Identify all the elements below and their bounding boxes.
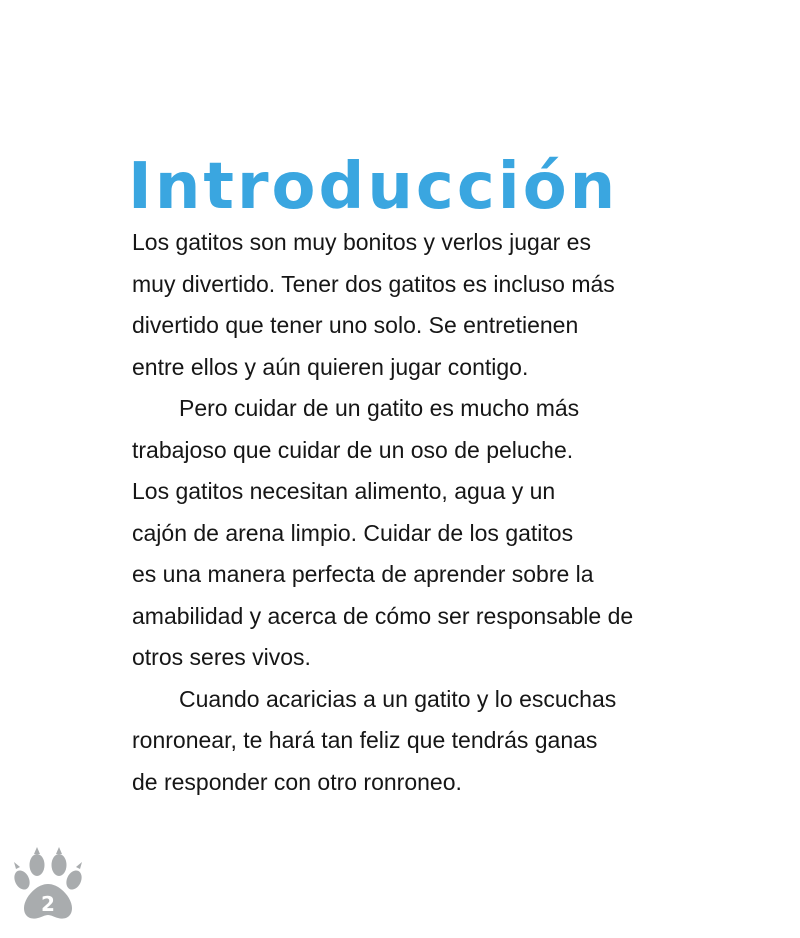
text-line: divertido que tener uno solo. Se entretienen	[132, 312, 579, 338]
text-line: entre ellos y aún quieren jugar contigo.	[132, 353, 529, 380]
text-line-indented: Cuando acaricias a un gatito y lo escuchas	[179, 685, 617, 712]
text-line: es una manera perfecta de aprender sobre la	[132, 561, 594, 587]
text-line-indented: Pero cuidar de un gatito es mucho más	[179, 395, 580, 421]
text-line: Los gatitos necesitan alimento, agua y un	[132, 478, 556, 504]
body-text	[132, 222, 772, 803]
text-line: otros seres vivos.	[132, 644, 311, 670]
text-line: trabajoso que cuidar de un oso de peluche.	[132, 436, 574, 463]
page-title: Introducción	[128, 150, 619, 224]
text-line: amabilidad y acerca de cómo ser responsable de	[132, 602, 634, 629]
text-line: Los gatitos son muy bonitos y verlos jugar es	[132, 229, 591, 255]
page-number: 2	[41, 892, 55, 916]
text-line: de responder con otro ronroneo.	[132, 768, 462, 795]
text-line: ronronear, te hará tan feliz que tendrás ganas	[132, 727, 598, 753]
text-line: muy divertido. Tener dos gatitos es incluso más	[132, 270, 615, 297]
text-line: cajón de arena limpio. Cuidar de los gatitos	[132, 519, 574, 546]
